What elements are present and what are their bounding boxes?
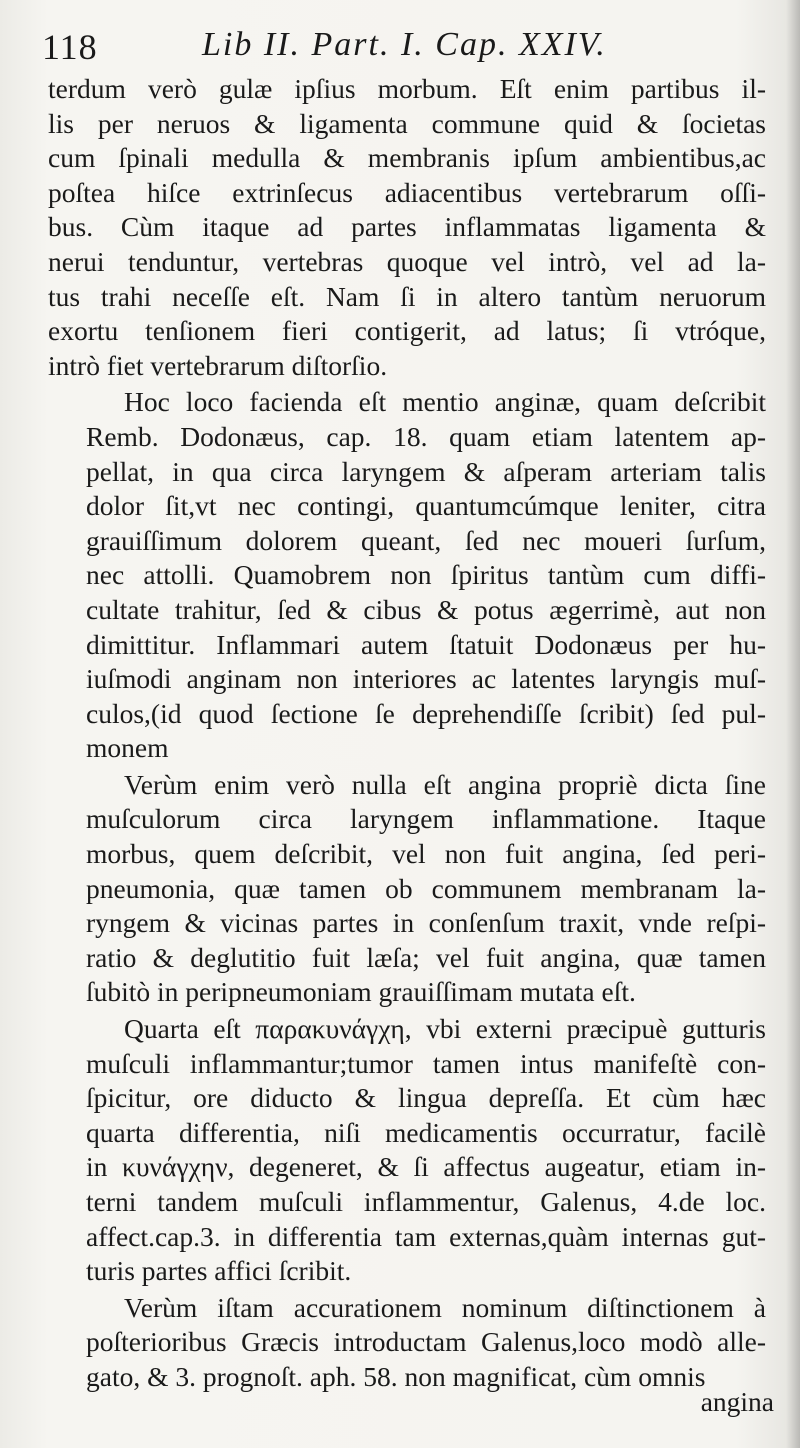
text-line: exortu tenſionem fieri contigerit, ad latus; ſi vtróque, bbox=[48, 315, 766, 347]
text-line: culos,(id quod ſectione ſe deprehendiſſe ſcribit) ſed pul- bbox=[86, 697, 766, 729]
text-line: in κυνάγχην, degeneret, & ſi affectus augeatur, etiam in- bbox=[86, 1151, 766, 1183]
text-line: ſubitò in peripneumoniam grauiſſimam mutata eſt. bbox=[86, 976, 636, 1008]
paragraph bbox=[48, 768, 766, 1010]
text-line: poſtea hiſce extrinſecus adiacentibus vertebrarum oſſi- bbox=[48, 176, 766, 208]
text-line: dimittitur. Inflammari autem ſtatuit Dodonæus per hu- bbox=[86, 628, 766, 660]
text-line: Verùm iſtam accurationem nominum diſtinctionem à bbox=[124, 1291, 766, 1323]
text-line: ſpicitur, ore diducto & lingua depreſſa. Et cùm hæc bbox=[86, 1082, 766, 1114]
body-text bbox=[48, 72, 766, 1395]
text-line: Hoc loco facienda eſt mentio anginæ, quam deſcribit bbox=[124, 386, 766, 418]
page-header bbox=[42, 26, 772, 74]
text-line: morbus, quem deſcribit, vel non fuit angina, ſed peri- bbox=[86, 838, 766, 870]
paragraph bbox=[48, 1291, 766, 1395]
text-line: lis per neruos & ligamenta commune quid & ſocietas bbox=[48, 107, 766, 139]
paragraph bbox=[48, 72, 766, 383]
page-gutter-shadow bbox=[786, 0, 800, 1448]
text-line: nerui tenduntur, vertebras quoque vel intrò, vel ad la- bbox=[48, 245, 766, 277]
text-line: iuſmodi anginam non interiores ac latentes laryngis muſ- bbox=[86, 663, 766, 695]
text-line: quarta differentia, niſi medicamentis occurratur, facilè bbox=[86, 1116, 766, 1148]
text-line: nec attolli. Quamobrem non ſpiritus tantùm cum diffi- bbox=[86, 559, 766, 591]
text-line: pneumonia, quæ tamen ob communem membranam la- bbox=[86, 872, 766, 904]
text-line: affect.cap.3. in differentia tam externas,quàm internas gut- bbox=[86, 1220, 766, 1252]
text-line: dolor ſit,vt nec contingi, quantumcúmque leniter, citra bbox=[86, 490, 766, 522]
paragraph bbox=[48, 1012, 766, 1289]
text-line: cultate trahitur, ſed & cibus & potus ægerrimè, aut non bbox=[86, 593, 766, 625]
page-number: 118 bbox=[42, 27, 98, 67]
text-line: poſterioribus Græcis introductam Galenus,loco modò alle- bbox=[86, 1326, 766, 1358]
text-line: pellat, in qua circa laryngem & aſperam arteriam talis bbox=[86, 455, 766, 487]
text-line: muſculi inflammantur;tumor tamen intus manifeſtè con- bbox=[86, 1047, 766, 1079]
text-line: tus trahi neceſſe eſt. Nam ſi in altero tantùm neruorum bbox=[48, 280, 766, 312]
text-line: Verùm enim verò nulla eſt angina propriè dicta ſine bbox=[124, 768, 766, 800]
text-line: turis partes affici ſcribit. bbox=[86, 1255, 352, 1287]
catchword: angina bbox=[700, 1386, 774, 1417]
text-line: intrò fiet vertebrarum diſtorſio. bbox=[48, 349, 388, 381]
text-line: terdum verò gulæ ipſius morbum. Eſt enim partibus il- bbox=[48, 73, 766, 104]
text-line: bus. Cùm itaque ad partes inflammatas ligamenta & bbox=[48, 211, 766, 243]
text-line: Quarta eſt παρακυνάγχη, vbi externi præcipuè gutturis bbox=[124, 1013, 766, 1045]
text-line: cum ſpinali medulla & membranis ipſum ambientibus,ac bbox=[48, 142, 766, 174]
text-line: terni tandem muſculi inflammentur, Galenus, 4.de loc. bbox=[86, 1186, 766, 1217]
text-line: monem bbox=[86, 732, 169, 764]
running-head: Lib II. Part. I. Cap. XXIV. bbox=[202, 26, 607, 63]
paragraph bbox=[48, 385, 766, 766]
text-line: grauiſſimum dolorem queant, ſed nec moueri ſurſum, bbox=[86, 524, 766, 556]
text-line: Remb. Dodonæus, cap. 18. quam etiam latentem ap- bbox=[86, 420, 766, 452]
text-line: ryngem & vicinas partes in conſenſum traxit, vnde reſpi- bbox=[86, 907, 766, 939]
text-line: muſculorum circa laryngem inflammatione. Itaque bbox=[86, 803, 766, 835]
text-line: ratio & deglutitio fuit læſa; vel fuit angina, quæ tamen bbox=[86, 941, 766, 973]
text-line: gato, & 3. prognoſt. aph. 58. non magnificat, cùm omnis bbox=[86, 1360, 706, 1392]
